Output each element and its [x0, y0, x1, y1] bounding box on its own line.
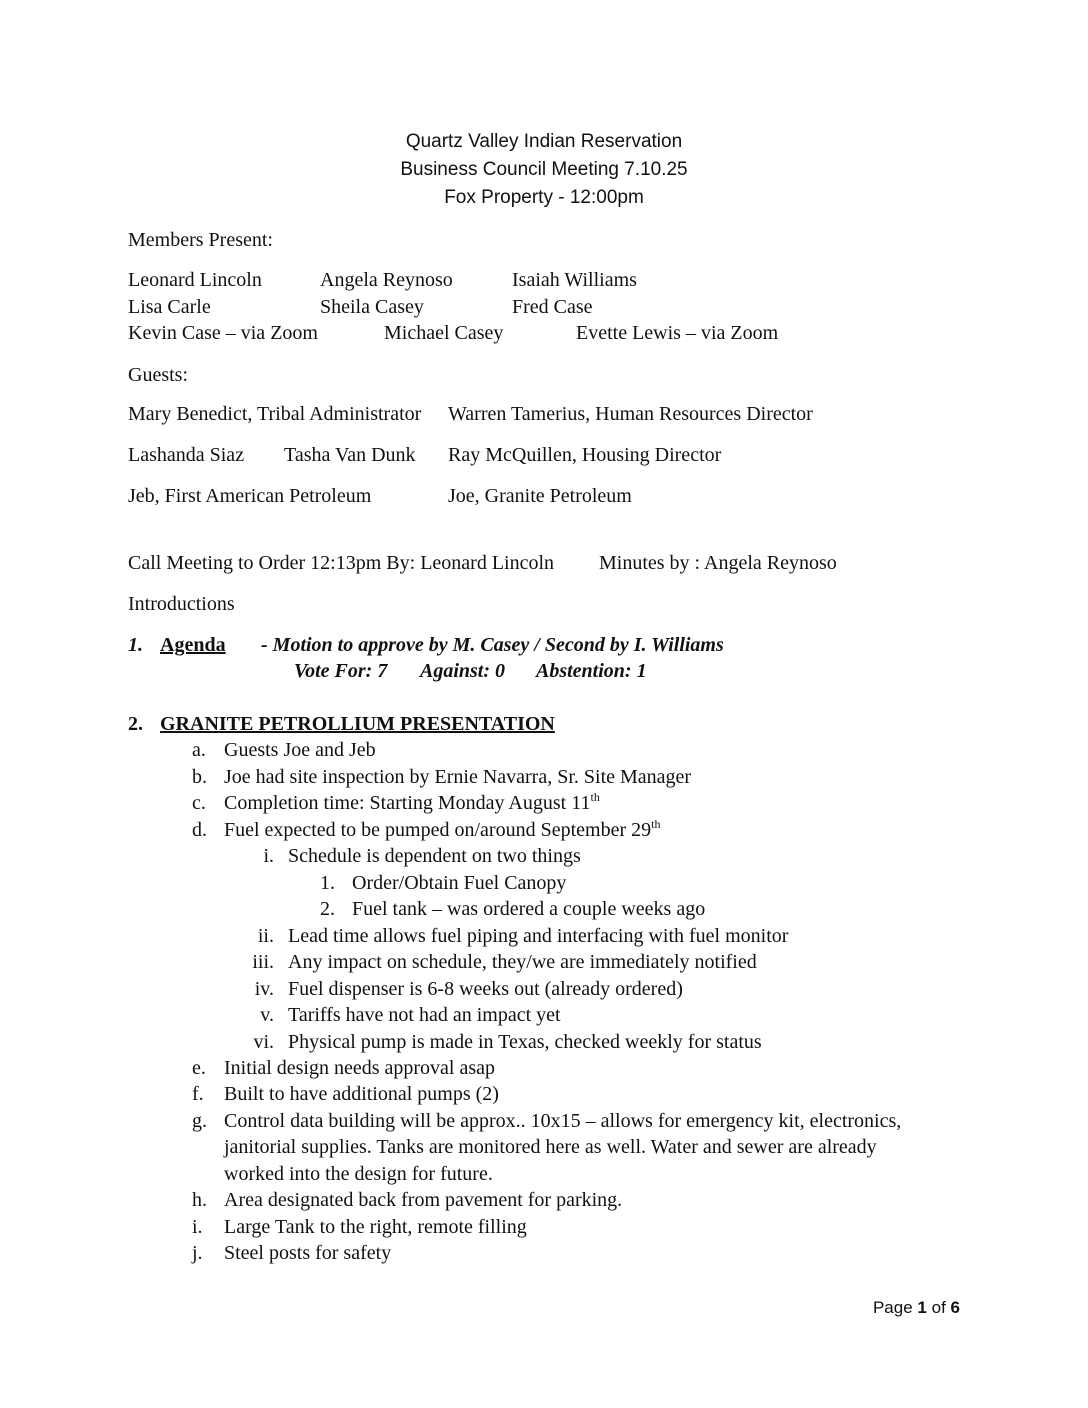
guest-name: Mary Benedict, Tribal Administrator [128, 403, 422, 425]
page-word: Page [872, 1298, 913, 1317]
total-pages: 6 [950, 1298, 960, 1317]
vote-for: Vote For: 7 [294, 660, 388, 682]
guest-name: Lashanda Siaz [128, 444, 245, 466]
ordinal-suffix: th [651, 817, 661, 831]
of-word: of [931, 1298, 946, 1317]
vote-abstention: Abstention: 1 [536, 660, 647, 682]
sub-list-item: Tariffs have not had an impact yet [288, 1004, 561, 1026]
section-title: GRANITE PETROLLIUM PRESENTATION [160, 713, 555, 735]
sub-list-item: Physical pump is made in Texas, checked weekly for status [288, 1031, 762, 1053]
list-marker: i. [192, 1216, 203, 1238]
list-item [224, 791, 600, 815]
minutes-by: Minutes by : Angela Reynoso [599, 552, 837, 574]
list-item: Steel posts for safety [224, 1242, 392, 1264]
vote-against: Against: 0 [420, 660, 506, 682]
sub-list-marker: vi. [253, 1031, 274, 1053]
list-marker: e. [192, 1057, 206, 1079]
call-to-order: Call Meeting to Order 12:13pm By: Leonard Lincoln [128, 552, 555, 574]
header-meeting: Business Council Meeting 7.10.25 [400, 159, 688, 180]
sub-list-marker: v. [260, 1004, 274, 1026]
member-name: Isaiah Williams [512, 269, 637, 291]
sub-list-marker: iv. [254, 978, 274, 1000]
sub-list-item: Schedule is dependent on two things [288, 845, 581, 867]
sub-sub-list-marker: 1. [320, 872, 335, 894]
member-name: Evette Lewis – via Zoom [576, 322, 779, 344]
member-name: Michael Casey [384, 322, 504, 344]
list-item: Initial design needs approval asap [224, 1057, 496, 1079]
list-marker: g. [192, 1110, 207, 1132]
sub-list-marker: i. [263, 845, 274, 867]
list-item-line: worked into the design for future. [224, 1163, 493, 1185]
list-item: Joe had site inspection by Ernie Navarra, Sr. Site Manager [224, 766, 692, 788]
page-number: 1 [917, 1298, 927, 1317]
header-title: Quartz Valley Indian Reservation [405, 131, 683, 152]
section-number: 2. [128, 713, 143, 735]
sub-sub-list-item: Fuel tank – was ordered a couple weeks ago [352, 898, 706, 920]
sub-list-item: Fuel dispenser is 6-8 weeks out (already ordered) [288, 978, 683, 1000]
guests-label: Guests: [128, 364, 188, 386]
guest-name: Joe, Granite Petroleum [448, 485, 632, 507]
agenda-title: Agenda [160, 634, 226, 656]
page-footer [873, 1297, 960, 1319]
list-item: Large Tank to the right, remote filling [224, 1216, 527, 1238]
guest-name: Jeb, First American Petroleum [128, 485, 372, 507]
list-item-text: Completion time: Starting Monday August 11 [224, 792, 591, 814]
list-marker: c. [192, 792, 206, 814]
header-location: Fox Property - 12:00pm [444, 187, 644, 208]
member-name: Angela Reynoso [320, 269, 453, 291]
list-item-line: Control data building will be approx.. 10x15 – allows for emergency kit, electronics, [224, 1110, 902, 1132]
guest-name: Warren Tamerius, Human Resources Director [448, 403, 813, 425]
guest-name: Ray McQuillen, Housing Director [448, 444, 722, 466]
list-marker: d. [192, 819, 207, 841]
member-name: Leonard Lincoln [128, 269, 262, 291]
list-marker: j. [192, 1242, 203, 1264]
guest-name: Tasha Van Dunk [284, 444, 416, 466]
list-item: Guests Joe and Jeb [224, 739, 376, 761]
list-item-text: Fuel expected to be pumped on/around September 29 [224, 819, 652, 841]
member-name: Lisa Carle [128, 296, 211, 318]
sub-list-item: Lead time allows fuel piping and interfacing with fuel monitor [288, 925, 789, 947]
list-marker: b. [192, 766, 207, 788]
sub-list-marker: iii. [252, 951, 274, 973]
member-name: Kevin Case – via Zoom [128, 322, 318, 344]
list-item: Built to have additional pumps (2) [224, 1083, 499, 1105]
list-item: Area designated back from pavement for parking. [224, 1189, 623, 1211]
sub-sub-list-item: Order/Obtain Fuel Canopy [352, 872, 567, 894]
list-item-line: janitorial supplies. Tanks are monitored here as well. Water and sewer are already [224, 1136, 877, 1158]
sub-list-marker: ii. [257, 925, 274, 947]
sub-list-item: Any impact on schedule, they/we are immediately notified [288, 951, 757, 973]
list-marker: a. [192, 739, 206, 761]
list-marker: h. [192, 1189, 207, 1211]
list-marker: f. [192, 1083, 204, 1105]
agenda-motion: - Motion to approve by M. Casey / Second by I. Williams [261, 634, 724, 656]
ordinal-suffix: th [590, 790, 600, 804]
agenda-number: 1. [128, 634, 143, 656]
members-label: Members Present: [128, 229, 273, 251]
introductions: Introductions [128, 593, 235, 615]
member-name: Sheila Casey [320, 296, 424, 318]
sub-sub-list-marker: 2. [320, 898, 335, 920]
member-name: Fred Case [512, 296, 593, 318]
list-item [224, 818, 660, 842]
